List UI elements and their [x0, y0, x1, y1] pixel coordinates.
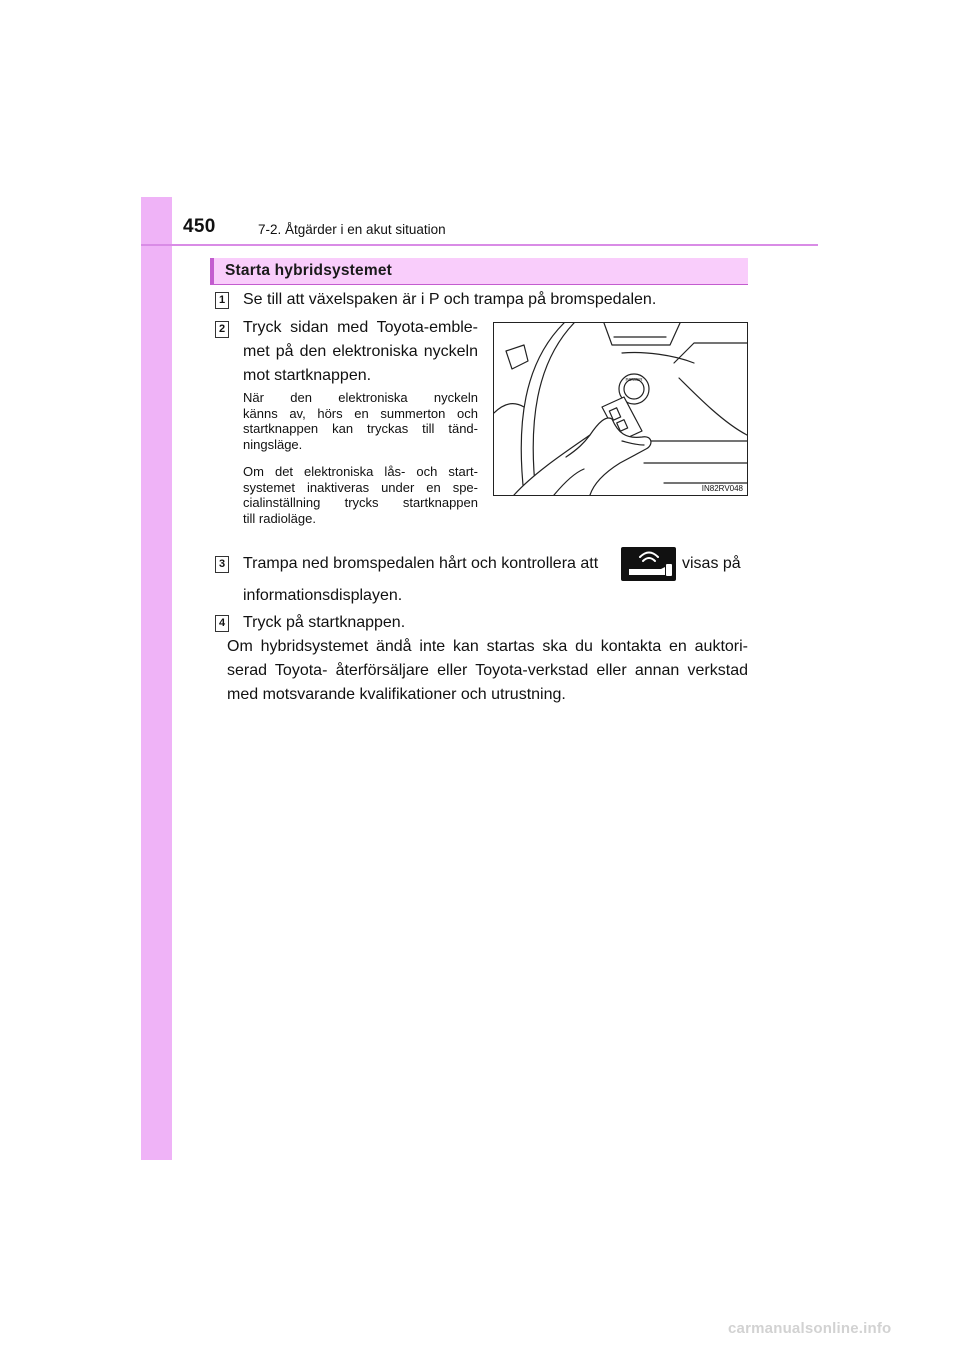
header-divider — [141, 244, 818, 246]
smart-key-indicator-icon — [621, 547, 676, 581]
note-line: känns av, hörs en summerton och — [243, 405, 478, 421]
step-number-2: 2 — [215, 321, 229, 338]
section-title: Starta hybridsystemet — [225, 262, 393, 279]
section-heading-bar — [210, 258, 748, 285]
step-2-line: mot startknappen. — [243, 367, 372, 384]
note-line: startknappen kan tryckas till tänd- — [243, 421, 478, 436]
step-2-text — [243, 316, 478, 388]
closing-line: serad Toyota- återförsäljare eller Toyota-verkstad eller annan verkstad — [227, 662, 748, 679]
note-line: ningsläge. — [243, 436, 303, 452]
note-line: till radioläge. — [243, 510, 316, 526]
step-3-text-before: Trampa ned bromspedalen hårt och kontrollera att — [243, 555, 599, 572]
step-1-text: Se till att växelspaken är i P och trampa på bromspedalen. — [243, 291, 657, 308]
closing-line: Om hybridsystemet ändå inte kan startas ska du kontakta en auktori- — [227, 638, 748, 655]
step-number-4: 4 — [215, 615, 229, 632]
step-number-1: 1 — [215, 292, 229, 309]
chapter-title: 7-2. Åtgärder i en akut situation — [258, 222, 446, 237]
step-3-text-after: visas på — [682, 555, 741, 572]
footer-watermark: carmanualsonline.info — [728, 1320, 892, 1337]
note-key-detected — [243, 390, 478, 452]
step-4-text: Tryck på startknappen. — [243, 614, 406, 631]
step-3-text-line2: informationsdisplayen. — [243, 587, 403, 604]
dashboard-hand-key-drawing — [494, 323, 747, 495]
step-2-line: Tryck sidan med Toyota-emble- — [243, 319, 478, 336]
page-number: 450 — [183, 216, 216, 237]
chapter-side-tab — [141, 197, 172, 1160]
step-2-line: met på den elektroniska nyckeln — [243, 343, 478, 360]
note-line: systemet inaktiveras under en spe- — [243, 479, 478, 495]
closing-paragraph — [227, 635, 748, 707]
illustration-code: IN82RV048 — [701, 484, 743, 493]
note-line: cialinställning trycks startknappen — [243, 495, 478, 510]
power-button-label: POWER — [625, 377, 643, 382]
note-line: När den elektroniska nyckeln — [243, 390, 478, 405]
step-number-3: 3 — [215, 556, 229, 573]
note-line: Om det elektroniska lås- och start- — [243, 464, 478, 479]
closing-line: med motsvarande kvalifikationer och utrustning. — [227, 686, 566, 703]
key-to-power-button-illustration — [493, 322, 748, 496]
section-accent — [210, 258, 214, 284]
note-system-disabled — [243, 464, 478, 526]
